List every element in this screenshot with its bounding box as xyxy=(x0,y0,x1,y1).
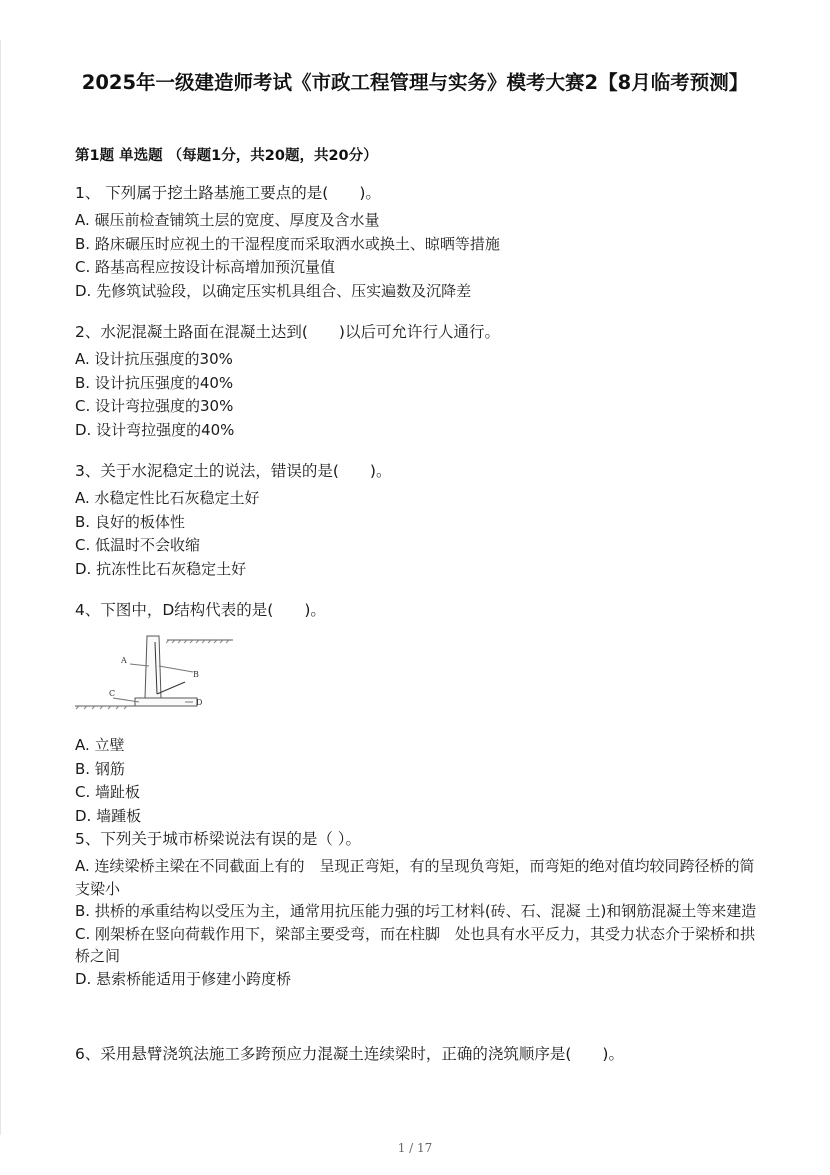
option-c: C. 刚架桥在竖向荷载作用下，梁部主要受弯，而在柱脚 处也具有水平反力，其受力状态介于梁桥和拱桥之间 xyxy=(75,924,756,965)
option-c: C. 低温时不会收缩 xyxy=(75,536,201,554)
option-b: B. 拱桥的承重结构以受压为主，通常用抗压能力强的圬工材料(砖、石、混凝 土)和钢筋混凝土等来建造 xyxy=(75,902,757,920)
option-d: D. 设计弯拉强度的40% xyxy=(75,420,235,439)
question-6 xyxy=(75,1042,765,1070)
wall-stem-shape xyxy=(145,636,161,698)
option-d: D. 先修筑试验段，以确定压实机具组合、压实遍数及沉降差 xyxy=(75,281,472,300)
option-b: B. 钢筋 xyxy=(75,759,125,778)
option-a: A. 碾压前检查铺筑土层的宽度、厚度及含水量 xyxy=(75,211,380,229)
page-number: 1 / 17 xyxy=(397,1141,433,1155)
option-c: C. 墙趾板 xyxy=(75,783,141,801)
option-b: B. 良好的板体性 xyxy=(75,512,185,531)
question-4 xyxy=(75,598,765,828)
document-page xyxy=(0,40,830,1135)
option-c: C. 路基高程应按设计标高增加预沉量值 xyxy=(75,258,336,276)
option-d: D. 悬索桥能适用于修建小跨度桥 xyxy=(75,969,292,988)
figure-label-d: D xyxy=(196,698,203,707)
question-stem: 6、采用悬臂浇筑法施工多跨预应力混凝土连续梁时，正确的浇筑顺序是( )。 xyxy=(75,1045,624,1063)
retaining-wall-figure xyxy=(75,632,235,724)
leader-line xyxy=(159,666,193,672)
question-1 xyxy=(75,181,765,303)
document-title: 2025年一级建造师考试《市政工程管理与实务》模考大赛2【8月临考预测】 xyxy=(81,71,749,94)
figure-label-c: C xyxy=(109,689,116,698)
section-heading: 第1题 单选题 （每题1分，共20题，共20分） xyxy=(75,148,378,164)
question-2 xyxy=(75,320,765,442)
question-5 xyxy=(75,827,765,990)
rebar-line xyxy=(157,682,185,694)
option-d: D. 墙踵板 xyxy=(75,806,142,825)
figure-label-b: B xyxy=(193,670,199,679)
option-a: A. 设计抗压强度的30% xyxy=(75,350,233,368)
option-a: A. 水稳定性比石灰稳定土好 xyxy=(75,489,260,507)
question-3 xyxy=(75,459,765,581)
question-stem: 5、下列关于城市桥梁说法有误的是（ ）。 xyxy=(75,830,362,848)
figure-label-a: A xyxy=(121,656,127,665)
question-stem: 1、 下列属于挖土路基施工要点的是( )。 xyxy=(75,184,381,202)
option-d: D. 抗冻性比石灰稳定土好 xyxy=(75,559,247,578)
option-c: C. 设计弯拉强度的30% xyxy=(75,397,234,415)
option-b: B. 路床碾压时应视土的干湿程度而采取洒水或换土、晾晒等措施 xyxy=(75,234,500,253)
question-stem: 4、下图中，D结构代表的是( )。 xyxy=(75,601,326,619)
option-b: B. 设计抗压强度的40% xyxy=(75,373,234,392)
option-a: A. 立壁 xyxy=(75,736,125,754)
option-a: A. 连续梁桥主梁在不同截面上有的 呈现正弯矩，有的呈现负弯矩，而弯矩的绝对值均较同跨径桥的简支梁小 xyxy=(75,857,755,898)
question-stem: 3、关于水泥稳定土的说法，错误的是( )。 xyxy=(75,462,392,480)
question-stem: 2、水泥混凝土路面在混凝土达到( )以后可允许行人通行。 xyxy=(75,323,500,341)
